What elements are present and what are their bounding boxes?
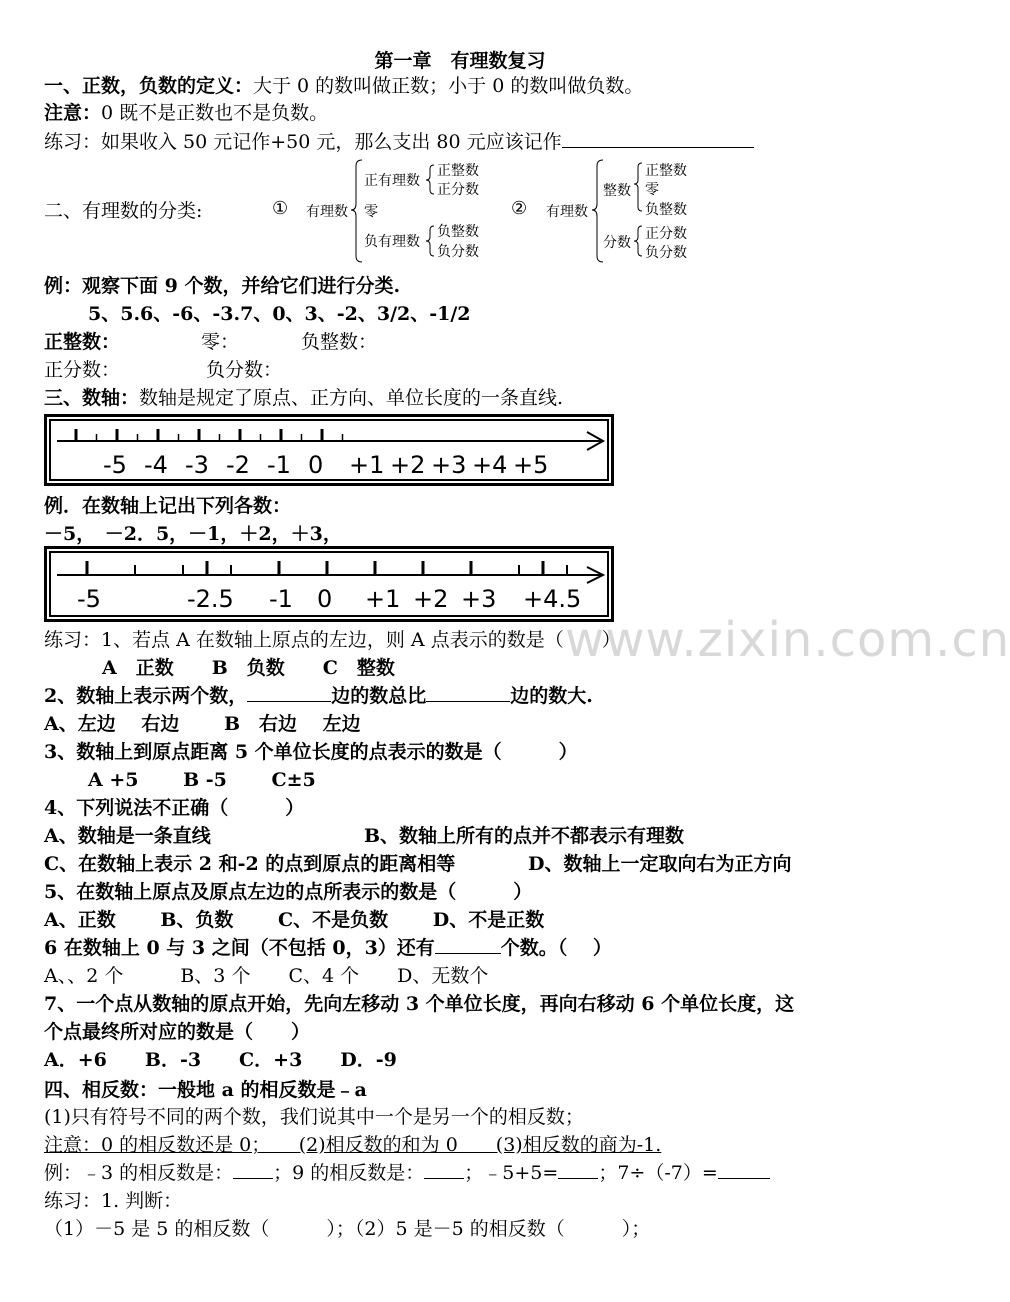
axis1-label: -2 bbox=[226, 451, 250, 479]
q6-part1: 6 在数轴上 0 与 3 之间（不包括 0，3）还有 bbox=[44, 937, 435, 959]
axis1-label: -3 bbox=[185, 451, 209, 479]
q6 bbox=[44, 935, 612, 961]
s4-example bbox=[44, 1160, 770, 1186]
q2-part3: 边的数大. bbox=[510, 685, 593, 707]
s1-text: 大于 0 的数叫做正数；小于 0 的数叫做负数。 bbox=[253, 75, 644, 97]
s1-note-label: 注意： bbox=[44, 102, 102, 124]
axis1-label: -5 bbox=[103, 451, 127, 479]
axis1-label: +4 bbox=[472, 451, 508, 479]
q3: 3、数轴上到原点距离 5 个单位长度的点表示的数是（ ） bbox=[44, 741, 578, 763]
tree2-fraction: 分数 bbox=[603, 235, 631, 251]
axis2-label: 0 bbox=[317, 585, 333, 613]
s1-head: 一、正数，负数的定义： bbox=[44, 75, 254, 97]
tree1-negative: 负有理数 bbox=[364, 234, 420, 250]
q7-line1: 7、一个点从数轴的原点开始，先向左移动 3 个单位长度，再向右移动 6 个单位长度，这 bbox=[44, 993, 795, 1015]
tree2-pos-frac: 正分数 bbox=[645, 226, 687, 242]
q2-blank1[interactable] bbox=[247, 683, 331, 702]
q7-options: A．+6 B．-3 C．+3 D．-9 bbox=[44, 1049, 397, 1071]
s1-practice-text: 练习：如果收入 50 元记作+50 元，那么支出 80 元应该记作 bbox=[44, 131, 562, 153]
q2-part2: 边的数总比 bbox=[331, 685, 427, 707]
axis1-label: 0 bbox=[308, 451, 324, 479]
s4-ex-part4: ；7÷（-7）= bbox=[598, 1162, 718, 1184]
tree1-positive: 正有理数 bbox=[364, 173, 420, 189]
ex1-zero: 零： bbox=[201, 331, 240, 353]
ex1-neg-frac: 负分数： bbox=[206, 359, 283, 381]
axis2-label: +4.5 bbox=[523, 585, 582, 613]
q7-line2: 个点最终所对应的数是（ ） bbox=[44, 1021, 311, 1043]
number-line-1 bbox=[44, 414, 614, 486]
s1-note-text: 0 既不是正数也不是负数。 bbox=[101, 102, 329, 124]
s3-head: 三、数轴： bbox=[44, 387, 140, 409]
ex1-neg-int: 负整数： bbox=[301, 331, 378, 353]
q6-options: A、、2 个 B、3 个 C、4 个 D、无数个 bbox=[44, 965, 489, 987]
q5: 5、在数轴上原点及原点左边的点所表示的数是（ ） bbox=[44, 881, 533, 903]
s4-note: 注意：0 的相反数还是 0； (2)相反数的和为 0 (3)相反数的商为-1. bbox=[44, 1134, 662, 1156]
q6-part2: 个数。（ ） bbox=[500, 937, 612, 959]
q5-options: A、正数 B、负数 C、不是负数 D、不是正数 bbox=[44, 909, 545, 931]
s4-blank4[interactable] bbox=[718, 1160, 770, 1179]
page-title: 第一章 有理数复习 bbox=[374, 50, 546, 72]
s4-judge: （1）－5 是 5 的相反数（ ）；（2）5 是－5 的相反数（ ）； bbox=[44, 1218, 651, 1240]
q4-option-b: B、数轴上所有的点并不都表示有理数 bbox=[364, 825, 685, 847]
s4-head: 四、相反数：一般地 a 的相反数是﹣a bbox=[44, 1079, 367, 1101]
s4-practice: 练习：1. 判断： bbox=[44, 1190, 183, 1212]
s4-blank1[interactable] bbox=[233, 1160, 273, 1179]
axis2-label: +3 bbox=[461, 585, 497, 613]
q6-blank[interactable] bbox=[435, 935, 501, 954]
axis2-label: +2 bbox=[413, 585, 449, 613]
axis1-label: -4 bbox=[144, 451, 168, 479]
tree1-neg-frac: 负分数 bbox=[437, 244, 479, 260]
tree2-root: 有理数 bbox=[546, 204, 588, 220]
tree2-neg-frac: 负分数 bbox=[645, 245, 687, 261]
s3-text: 数轴是规定了原点、正方向、单位长度的一条直线. bbox=[139, 387, 564, 409]
axis1-label: +1 bbox=[349, 451, 385, 479]
axis2-label: -1 bbox=[269, 585, 293, 613]
s3-ex-line2: －5， －2．5，－1，＋2，＋3， bbox=[44, 523, 342, 545]
s4-line1: (1)只有符号不同的两个数，我们说其中一个是另一个的相反数； bbox=[44, 1106, 584, 1128]
axis2-label: -2.5 bbox=[187, 585, 234, 613]
tree2-neg-int: 负整数 bbox=[645, 202, 687, 218]
number-line-2 bbox=[44, 546, 614, 622]
s4-blank2[interactable] bbox=[424, 1160, 464, 1179]
q4: 4、下列说法不正确（ ） bbox=[44, 797, 305, 819]
tree1-zero: 零 bbox=[364, 204, 378, 220]
ex1-pos-int: 正整数： bbox=[44, 331, 121, 353]
tree1-neg-int: 负整数 bbox=[437, 224, 479, 240]
tree2-integer: 整数 bbox=[603, 183, 631, 199]
q4-option-c: C、在数轴上表示 2 和-2 的点到原点的距离相等 bbox=[44, 853, 456, 875]
tree1-root: 有理数 bbox=[306, 204, 348, 220]
watermark: www.zixin.com.cn bbox=[565, 612, 1010, 668]
ex1-numbers: 5、5.6、-6、-3.7、0、3、-2、3/2、-1/2 bbox=[88, 303, 471, 325]
q4-option-a: A、数轴是一条直线 bbox=[44, 825, 211, 847]
s4-ex-part1: 例：﹣3 的相反数是： bbox=[44, 1162, 234, 1184]
axis1-label: +3 bbox=[431, 451, 467, 479]
q1: 练习：1、若点 A 在数轴上原点的左边，则 A 点表示的数是（ ） bbox=[44, 629, 621, 651]
s3-definition bbox=[44, 385, 563, 411]
axis1-label: -1 bbox=[267, 451, 291, 479]
s4-ex-part3: ；﹣5+5= bbox=[464, 1162, 559, 1184]
s2-head: 二、有理数的分类: bbox=[44, 200, 203, 222]
q2-blank2[interactable] bbox=[426, 683, 510, 702]
s4-blank3[interactable] bbox=[558, 1160, 598, 1179]
tree1-pos-int: 正整数 bbox=[437, 163, 479, 179]
tree1-pos-frac: 正分数 bbox=[437, 182, 479, 198]
tree2-pos-int: 正整数 bbox=[645, 163, 687, 179]
axis2-label: +1 bbox=[365, 585, 401, 613]
s4-ex-part2: ；9 的相反数是： bbox=[273, 1162, 425, 1184]
q2-options: A、左边 右边 B 右边 左边 bbox=[44, 713, 361, 735]
q1-options: A 正数 B 负数 C 整数 bbox=[102, 657, 395, 679]
q2 bbox=[44, 683, 593, 709]
axis1-label: +5 bbox=[513, 451, 549, 479]
q3-options: A +5 B -5 C±5 bbox=[88, 769, 316, 791]
q4-option-d: D、数轴上一定取向右为正方向 bbox=[528, 853, 792, 875]
ex1-line1: 例：观察下面 9 个数，并给它们进行分类. bbox=[44, 275, 401, 297]
s3-ex-line1: 例．在数轴上记出下列各数： bbox=[44, 495, 292, 517]
axis2-label: -5 bbox=[77, 585, 101, 613]
axis1-label: +2 bbox=[390, 451, 426, 479]
tree2-zero: 零 bbox=[645, 182, 659, 198]
q2-part1: 2、数轴上表示两个数， bbox=[44, 685, 248, 707]
circled-one: ① bbox=[272, 198, 289, 219]
ex1-pos-frac: 正分数： bbox=[44, 359, 121, 381]
circled-two: ② bbox=[511, 198, 528, 219]
